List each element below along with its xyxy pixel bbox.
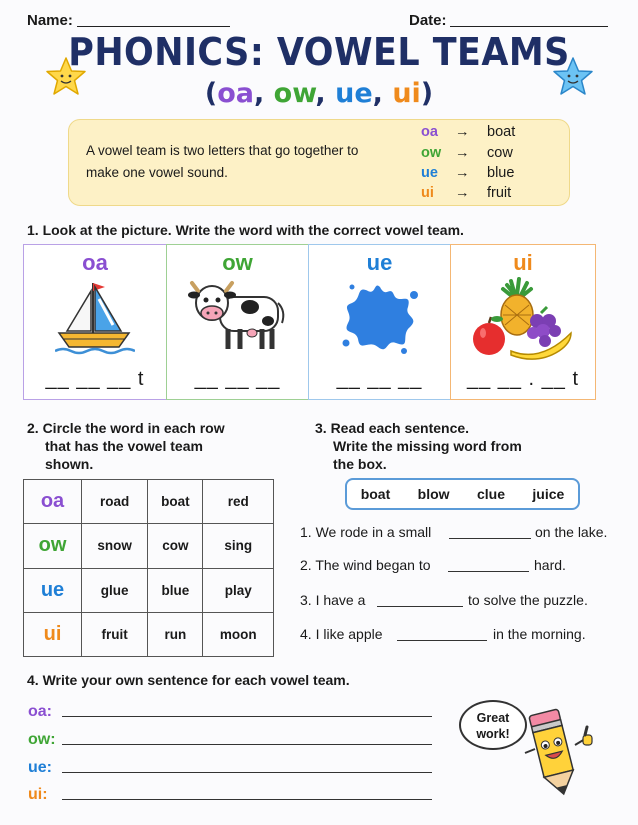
word-choice[interactable]: glue bbox=[82, 568, 148, 612]
picture-grid bbox=[23, 244, 596, 400]
sentence-blank[interactable] bbox=[449, 525, 531, 539]
page-subtitle: (oa, ow, ue, ui) bbox=[204, 78, 434, 109]
sentence-4: 4. I like apple bbox=[300, 626, 383, 642]
word-bank-item: blow bbox=[417, 486, 450, 502]
word-choice[interactable]: snow bbox=[82, 524, 148, 568]
word-bank-item: juice bbox=[532, 486, 565, 502]
write-label-ue: ue: bbox=[28, 759, 52, 776]
answer-blanks[interactable]: __ __ __ bbox=[194, 368, 281, 390]
section2-heading-line2: that has the vowel team bbox=[45, 438, 203, 454]
answer-blanks[interactable]: __ __ . __ t bbox=[466, 368, 580, 390]
sentence-1: 1. We rode in a small bbox=[300, 524, 432, 540]
sailboat-icon bbox=[55, 277, 135, 357]
write-line-oa[interactable] bbox=[62, 703, 432, 717]
example-row: oa → boat bbox=[421, 124, 516, 140]
vowel-team-label: oa bbox=[82, 250, 108, 275]
answer-blanks[interactable]: __ __ __ t bbox=[45, 368, 145, 390]
word-choice[interactable]: red bbox=[203, 480, 274, 524]
table-row bbox=[24, 568, 274, 612]
write-line-ui[interactable] bbox=[62, 786, 432, 800]
word-choice[interactable]: play bbox=[203, 568, 274, 612]
fruit-icon bbox=[471, 277, 575, 363]
example-row: ue → blue bbox=[421, 165, 515, 181]
sentence-blank[interactable] bbox=[448, 558, 529, 572]
section2-heading-line1: 2. Circle the word in each row bbox=[27, 420, 225, 436]
write-label-ui: ui: bbox=[28, 786, 48, 803]
write-label-oa: oa: bbox=[28, 703, 52, 720]
sentence-2: 2. The wind began to bbox=[300, 557, 431, 573]
write-line-ow[interactable] bbox=[62, 731, 432, 745]
word-choice[interactable]: road bbox=[82, 480, 148, 524]
table-row bbox=[24, 612, 274, 656]
word-choice[interactable]: boat bbox=[148, 480, 203, 524]
sentence-3: 3. I have a bbox=[300, 592, 366, 608]
answer-blanks[interactable]: __ __ __ bbox=[336, 368, 423, 390]
sentence-1-end: on the lake. bbox=[535, 524, 608, 540]
word-choice[interactable]: cow bbox=[148, 524, 203, 568]
vowel-team-cell: ow bbox=[24, 524, 82, 568]
example-row: ow → cow bbox=[421, 145, 513, 161]
page-title: PHONICS: VOWEL TEAMS bbox=[68, 30, 570, 74]
word-bank-item: clue bbox=[476, 486, 505, 502]
word-bank-item: boat bbox=[360, 486, 391, 502]
picture-cell-ow bbox=[166, 244, 309, 400]
write-label-ow: ow: bbox=[28, 731, 56, 748]
word-choice[interactable]: fruit bbox=[82, 612, 148, 656]
name-field[interactable] bbox=[77, 13, 230, 27]
word-choice[interactable]: moon bbox=[203, 612, 274, 656]
name-label: Name: bbox=[27, 12, 73, 29]
word-bank bbox=[345, 478, 580, 510]
section1-heading: 1. Look at the picture. Write the word with the correct vowel team. bbox=[27, 222, 464, 238]
vowel-team-label: ue bbox=[366, 250, 393, 275]
vowel-team-cell: ue bbox=[24, 568, 82, 612]
vowel-team-label: ow bbox=[222, 250, 253, 275]
sentence-2-end: hard. bbox=[534, 557, 566, 573]
pencil-mascot-icon bbox=[505, 705, 605, 805]
sentence-blank[interactable] bbox=[397, 627, 487, 641]
vowel-team-cell: ui bbox=[24, 612, 82, 656]
circle-word-table bbox=[23, 479, 274, 657]
section3-heading-line2: Write the missing word from bbox=[333, 438, 522, 454]
sentence-4-end: in the morning. bbox=[493, 626, 586, 642]
definition-box bbox=[68, 119, 570, 206]
table-row bbox=[24, 480, 274, 524]
word-choice[interactable]: sing bbox=[203, 524, 274, 568]
cow-icon bbox=[188, 277, 288, 355]
date-label: Date: bbox=[409, 12, 447, 29]
section2-heading-line3: shown. bbox=[45, 456, 94, 472]
write-line-ue[interactable] bbox=[62, 759, 432, 773]
picture-cell-ue bbox=[308, 244, 451, 400]
table-row bbox=[24, 524, 274, 568]
vowel-team-label: ui bbox=[513, 250, 533, 275]
picture-cell-oa bbox=[23, 244, 167, 400]
date-field[interactable] bbox=[450, 13, 608, 27]
sentence-blank[interactable] bbox=[377, 593, 463, 607]
vowel-team-cell: oa bbox=[24, 480, 82, 524]
example-row: ui → fruit bbox=[421, 185, 512, 201]
section4-heading: 4. Write your own sentence for each vowel team. bbox=[27, 672, 350, 688]
section3-heading-line3: the box. bbox=[333, 456, 387, 472]
picture-cell-ui bbox=[450, 244, 596, 400]
blue-splash-icon bbox=[338, 277, 422, 357]
definition-text: A vowel team is two letters that go together to make one vowel sound. bbox=[86, 143, 359, 180]
speech-bubble: Great work! bbox=[459, 700, 527, 750]
word-choice[interactable]: blue bbox=[148, 568, 203, 612]
section3-heading-line1: 3. Read each sentence. bbox=[315, 420, 470, 436]
sentence-3-end: to solve the puzzle. bbox=[468, 592, 588, 608]
word-choice[interactable]: run bbox=[148, 612, 203, 656]
